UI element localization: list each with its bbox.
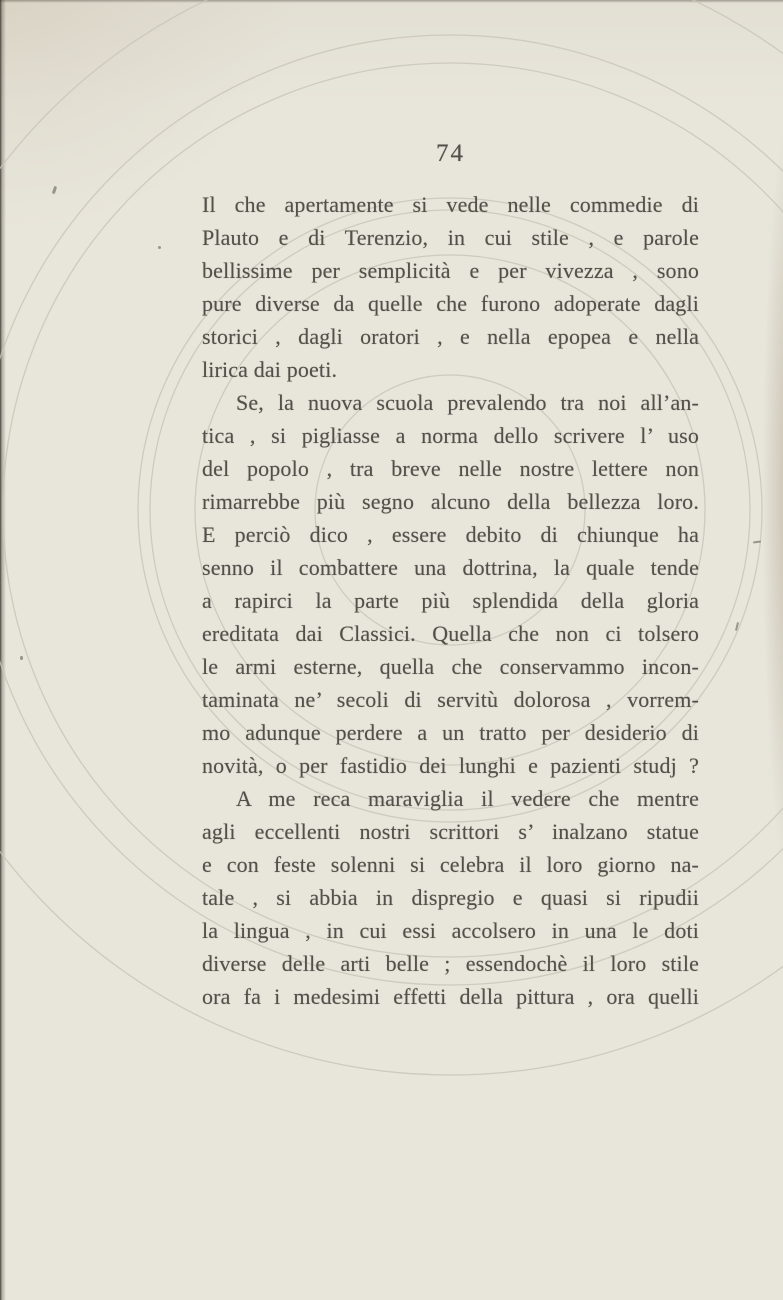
text-line: la lingua , in cui essi accolsero in una le doti [202,918,699,943]
text-line: lirica dai poeti. [202,357,338,382]
paper-speck [735,622,739,631]
text-line: rimarrebbe più segno alcuno della bellezza loro. [202,489,699,514]
text-line: tale , si abbia in dispregio e quasi si ripudii [202,885,699,910]
text-line: mo adunque perdere a un tratto per desiderio di [202,720,699,745]
text-line: le armi esterne, quella che conservammo incon- [202,654,699,679]
text-line: E perciò dico , essere debito di chiunque ha [202,522,699,547]
paper-speck [52,186,57,195]
text-line: A me reca maraviglia il vedere che mentre [236,786,699,811]
text-line: diverse delle arti belle ; essendochè il loro stile [202,951,699,976]
paper-speck [20,656,23,660]
text-line: Se, la nuova scuola prevalendo tra noi all’an- [236,390,699,415]
text-line: tica , si pigliasse a norma dello scrivere l’ uso [202,423,699,448]
text-line: taminata ne’ secoli di servitù dolorosa , vorrem- [202,687,699,712]
paper-speck [158,246,161,249]
text-line: del popolo , tra breve nelle nostre lettere non [202,456,699,481]
text-line: agli eccellenti nostri scrittori s’ inalzano statue [202,819,699,844]
text-line: Plauto e di Terenzio, in cui stile , e parole [202,225,699,250]
text-line: ora fa i medesimi effetti della pittura , ora quelli [202,984,699,1009]
text-line: a rapirci la parte più splendida della gloria [202,588,699,613]
paper-speck [753,540,761,543]
text-line: pure diverse da quelle che furono adoperate dagli [202,291,699,316]
text-line: Il che apertamente si vede nelle commedie di [202,192,699,217]
text-block [202,188,699,1013]
text-line: bellissime per semplicità e per vivezza , sono [202,258,699,283]
text-line: novità, o per fastidio dei lunghi e pazienti studj ? [202,753,699,778]
text-line: e con feste solenni si celebra il loro giorno na- [202,852,699,877]
text-line: senno il combattere una dottrina, la quale tende [202,555,699,580]
text-line: storici , dagli oratori , e nella epopea e nella [202,324,699,349]
page-number: 74 [436,140,465,167]
text-line: ereditata dai Classici. Quella che non ci tolsero [202,621,699,646]
